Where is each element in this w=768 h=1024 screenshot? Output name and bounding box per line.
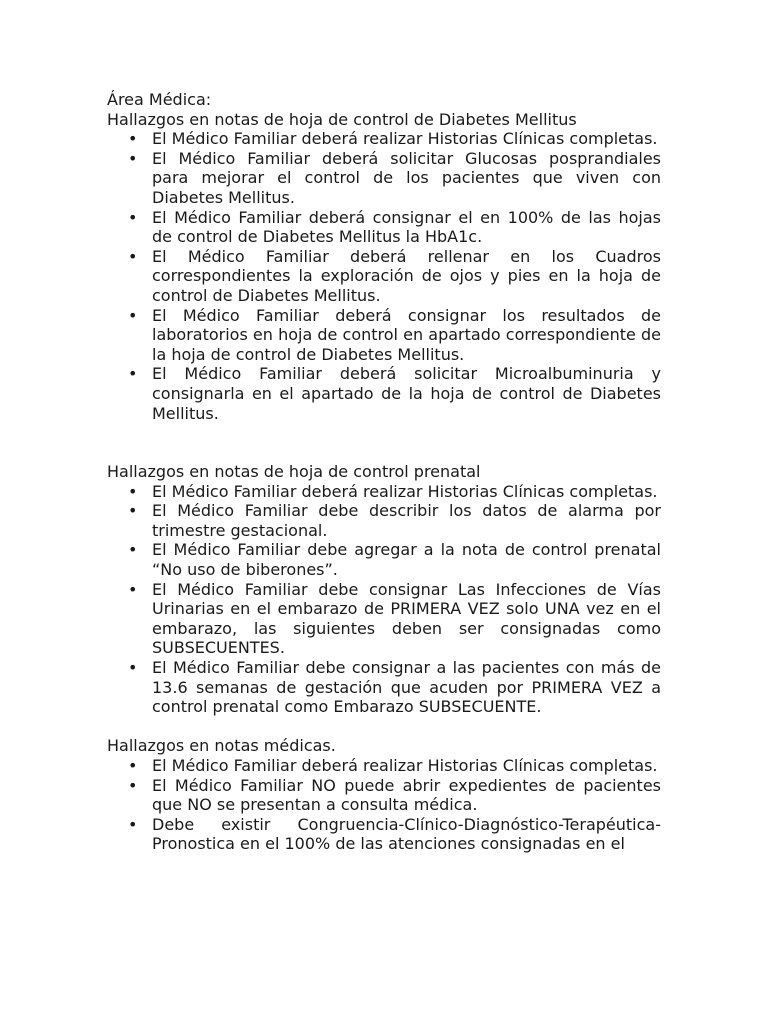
section-title-notas-medicas: Hallazgos en notas médicas.: [107, 736, 336, 756]
bullet-icon: •: [128, 148, 138, 168]
list-item: [107, 658, 661, 717]
section-spacer: [107, 717, 661, 737]
bullet-list-notas-medicas: [107, 756, 661, 854]
bullet-icon: •: [128, 658, 138, 678]
list-item-text: El Médico Familiar debe consignar a las pacientes con más de 13.6 semanas de gestación que acuden por PRIMERA VEZ a control prenatal como Embarazo SUBSECUENTE.: [152, 658, 661, 717]
list-item: [107, 208, 661, 247]
list-item-text: El Médico Familiar deberá consignar el en 100% de las hojas de control de Diabetes Mellitus la HbA1c.: [152, 207, 661, 247]
list-item: [107, 306, 661, 365]
bullet-icon: •: [128, 129, 138, 149]
list-item-text: El Médico Familiar deberá realizar Historias Clínicas completas.: [152, 481, 658, 501]
list-item: [107, 580, 661, 658]
bullet-icon: •: [128, 305, 138, 325]
bullet-icon: •: [128, 540, 138, 560]
bullet-icon: •: [128, 814, 138, 834]
bullet-icon: •: [128, 775, 138, 795]
bullet-list-diabetes: [107, 129, 661, 423]
list-item-text: El Médico Familiar debe agregar a la nota de control prenatal “No uso de biberones”.: [152, 540, 661, 580]
bullet-icon: •: [128, 501, 138, 521]
list-item-text: El Médico Familiar deberá rellenar en los Cuadros correspondientes la exploración de ojos y pies en la hoja de control de Diabetes Mellitus.: [152, 246, 661, 305]
list-item: [107, 482, 661, 502]
bullet-icon: •: [128, 246, 138, 266]
list-item-text: Debe existir Congruencia-Clínico-Diagnóstico-Terapéutica-Pronostica en el 100% de las atenciones consignadas en el: [152, 814, 661, 854]
area-title: Área Médica:: [107, 90, 212, 109]
bullet-icon: •: [128, 579, 138, 599]
document-page: [107, 90, 661, 854]
list-item: [107, 776, 661, 815]
list-item-text: El Médico Familiar deberá realizar Historias Clínicas completas.: [152, 756, 658, 775]
bullet-icon: •: [128, 207, 138, 227]
list-item: [107, 247, 661, 306]
list-item-text: El Médico Familiar deberá solicitar Glucosas posprandiales para mejorar el control de los pacientes que viven con Diabetes Mellitus.: [152, 148, 661, 207]
list-item-text: El Médico Familiar debe describir los datos de alarma por trimestre gestacional.: [152, 501, 661, 540]
section-title-prenatal: Hallazgos en notas de hoja de control prenatal: [107, 462, 481, 482]
list-item: [107, 501, 661, 540]
section-spacer: [107, 423, 661, 462]
bullet-icon: •: [128, 364, 138, 384]
bullet-icon: •: [128, 756, 138, 775]
list-item: [107, 756, 661, 776]
list-item: [107, 540, 661, 579]
list-item-text: El Médico Familiar deberá realizar Historias Clínicas completas.: [152, 129, 658, 149]
list-item-text: El Médico Familiar debe consignar Las Infecciones de Vías Urinarias en el embarazo de PRIMERA VEZ solo UNA vez en el embarazo, las siguientes deben ser consignadas como SUBSECUENTES.: [152, 579, 661, 658]
list-item-text: El Médico Familiar deberá consignar los resultados de laboratorios en hoja de control en apartado correspondiente de la hoja de control de Diabetes Mellitus.: [152, 305, 661, 364]
list-item: [107, 815, 661, 854]
bullet-icon: •: [128, 481, 138, 501]
list-item: [107, 129, 661, 149]
list-item-text: El Médico Familiar NO puede abrir expedientes de pacientes que NO se presentan a consulta médica.: [152, 775, 661, 815]
list-item-text: El Médico Familiar deberá solicitar Microalbuminuria y consignarla en el apartado de la hoja de control de Diabetes Mellitus.: [152, 364, 661, 423]
bullet-list-prenatal: [107, 482, 661, 717]
list-item: [107, 364, 661, 423]
section-title-diabetes: Hallazgos en notas de hoja de control de Diabetes Mellitus: [107, 109, 577, 129]
list-item: [107, 149, 661, 208]
